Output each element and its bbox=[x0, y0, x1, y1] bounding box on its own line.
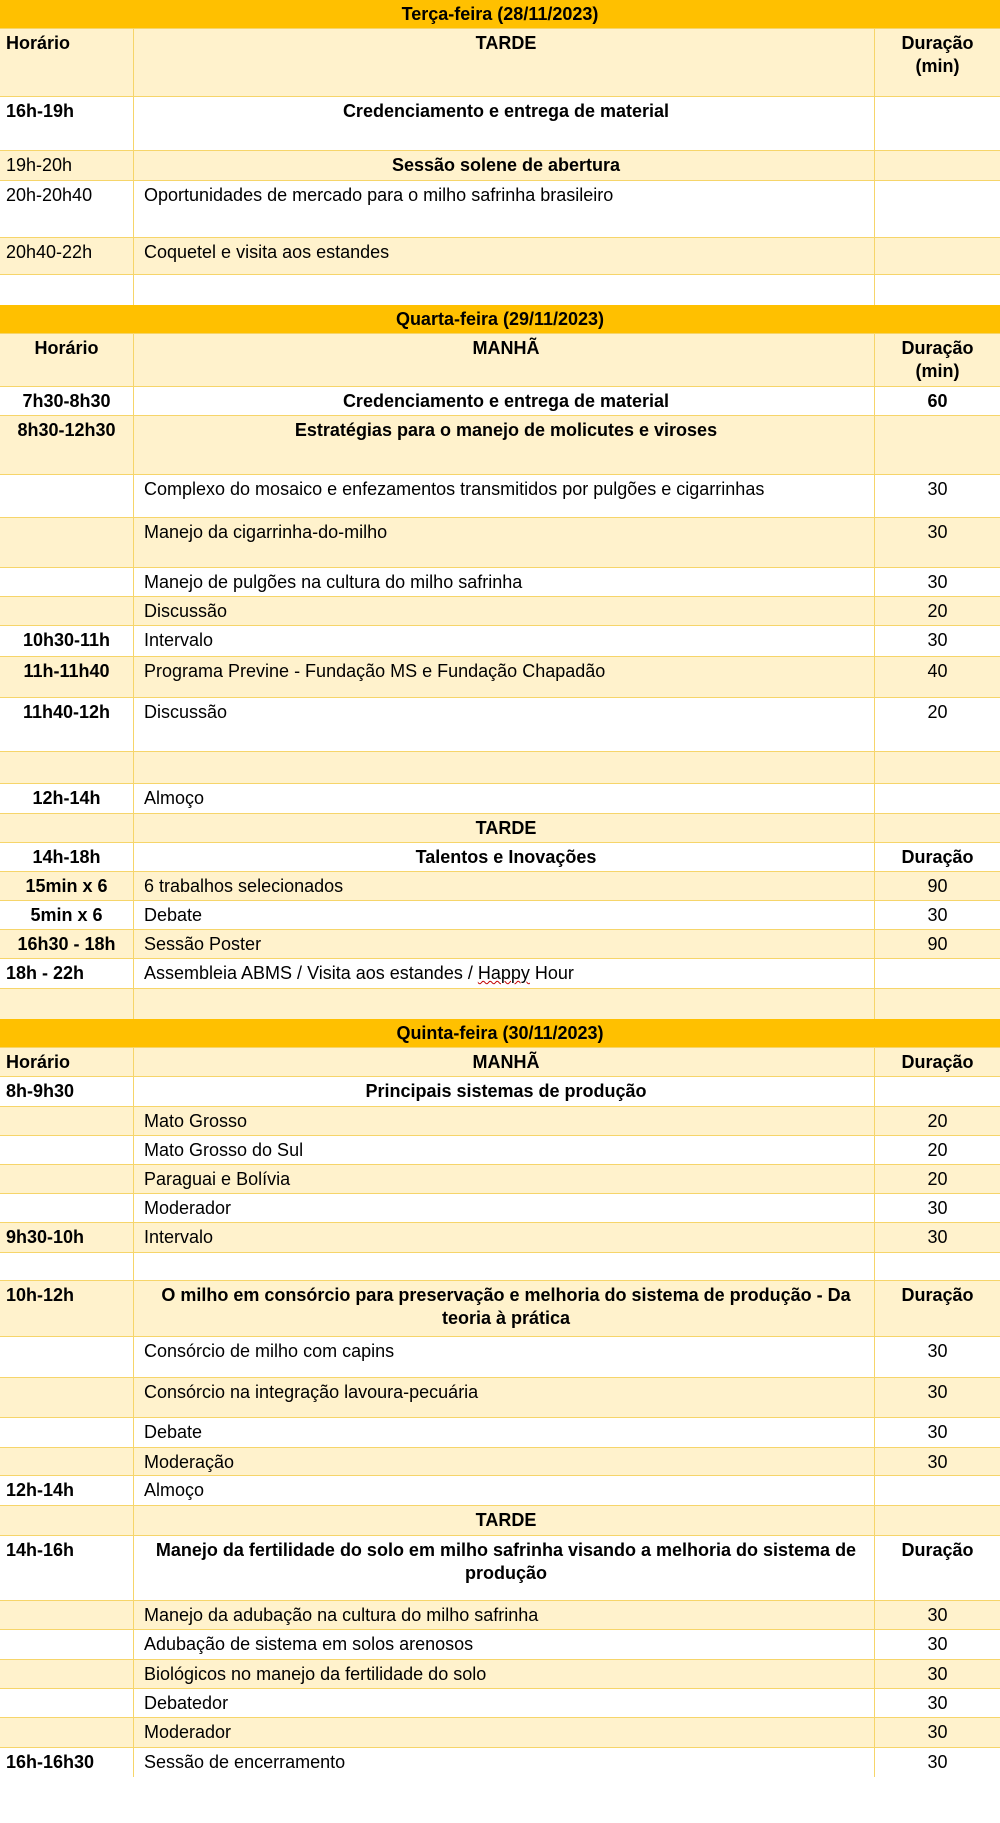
table-row bbox=[0, 596, 1000, 625]
activity-cell bbox=[134, 989, 875, 1019]
activity-cell: TARDE bbox=[134, 29, 875, 96]
activity-cell bbox=[134, 959, 875, 988]
activity-cell: MANHÃ bbox=[134, 334, 875, 386]
activity-cell: TARDE bbox=[134, 814, 875, 842]
table-row bbox=[0, 783, 1000, 813]
day-header bbox=[0, 1019, 1000, 1047]
table-row bbox=[0, 1629, 1000, 1659]
duration-cell: 20 bbox=[927, 1111, 948, 1131]
duration-cell: 20 bbox=[927, 1140, 948, 1160]
time-cell: 12h-14h bbox=[0, 784, 134, 813]
time-cell: 11h-11h40 bbox=[0, 657, 134, 697]
activity-cell: Moderador bbox=[134, 1718, 875, 1747]
table-row bbox=[0, 1377, 1000, 1417]
activity-cell: Discussão bbox=[134, 597, 875, 625]
duration-cell: 60 bbox=[927, 391, 948, 411]
table-row bbox=[0, 1747, 1000, 1777]
time-cell bbox=[0, 1718, 134, 1747]
duration-cell bbox=[875, 959, 1000, 988]
time-cell: Horário bbox=[0, 1048, 134, 1076]
table-row bbox=[0, 1106, 1000, 1135]
time-cell: 10h30-11h bbox=[0, 626, 134, 656]
duration-cell bbox=[875, 416, 1000, 474]
duration-cell: 30 bbox=[927, 1198, 948, 1218]
duration-cell: 30 bbox=[927, 1664, 948, 1684]
time-cell: Horário bbox=[0, 334, 134, 386]
activity-cell: Sessão Poster bbox=[134, 930, 875, 958]
time-cell bbox=[0, 1253, 134, 1280]
table-row bbox=[0, 150, 1000, 180]
duration-cell: Duração bbox=[901, 1285, 974, 1305]
time-cell: 20h-20h40 bbox=[0, 181, 134, 237]
activity-cell bbox=[134, 752, 875, 783]
table-row bbox=[0, 28, 1000, 96]
table-row bbox=[0, 1222, 1000, 1252]
activity-cell: Credenciamento e entrega de material bbox=[134, 97, 875, 150]
activity-cell: Estratégias para o manejo de molicutes e viroses bbox=[134, 416, 875, 474]
time-cell: 16h30 - 18h bbox=[0, 930, 134, 958]
time-cell bbox=[0, 1337, 134, 1377]
activity-cell: Oportunidades de mercado para o milho safrinha brasileiro bbox=[134, 181, 875, 237]
duration-cell: 40 bbox=[927, 661, 948, 681]
table-row bbox=[0, 415, 1000, 474]
duration-cell: 20 bbox=[927, 702, 948, 722]
table-row bbox=[0, 1252, 1000, 1280]
activity-cell: Debate bbox=[134, 901, 875, 929]
duration-cell: 30 bbox=[927, 1227, 948, 1247]
duration-cell: 20 bbox=[927, 1169, 948, 1189]
table-row bbox=[0, 1193, 1000, 1222]
activity-cell: Almoço bbox=[134, 784, 875, 813]
duration-cell: 20 bbox=[927, 601, 948, 621]
table-row bbox=[0, 625, 1000, 656]
duration-cell: Duração bbox=[901, 1052, 974, 1072]
time-cell: 15min x 6 bbox=[0, 872, 134, 900]
table-row bbox=[0, 1336, 1000, 1377]
time-cell bbox=[0, 1136, 134, 1164]
time-cell bbox=[0, 1506, 134, 1535]
duration-cell: 30 bbox=[927, 572, 948, 592]
duration-cell: 30 bbox=[927, 1693, 948, 1713]
duration-cell bbox=[875, 989, 1000, 1019]
table-row bbox=[0, 958, 1000, 988]
table-row bbox=[0, 180, 1000, 237]
time-cell bbox=[0, 518, 134, 567]
table-row bbox=[0, 517, 1000, 567]
duration-cell bbox=[875, 1077, 1000, 1106]
activity-cell: Mato Grosso do Sul bbox=[134, 1136, 875, 1164]
time-cell bbox=[0, 1107, 134, 1135]
time-cell: Horário bbox=[0, 29, 134, 96]
activity-cell: Credenciamento e entrega de material bbox=[134, 387, 875, 415]
activity-cell: Principais sistemas de produção bbox=[134, 1077, 875, 1106]
activity-cell: Biológicos no manejo da fertilidade do solo bbox=[134, 1660, 875, 1688]
duration-cell: 30 bbox=[927, 1452, 948, 1472]
duration-cell: 30 bbox=[927, 1752, 948, 1772]
table-row bbox=[0, 274, 1000, 305]
time-cell bbox=[0, 1689, 134, 1717]
table-row bbox=[0, 1505, 1000, 1535]
table-row bbox=[0, 1417, 1000, 1447]
duration-cell bbox=[875, 181, 1000, 237]
duration-cell: Duração bbox=[901, 1540, 974, 1560]
activity-cell: Moderador bbox=[134, 1194, 875, 1222]
time-cell: 8h-9h30 bbox=[0, 1077, 134, 1106]
duration-cell: 30 bbox=[927, 1341, 948, 1361]
day-title: Quinta-feira (30/11/2023) bbox=[396, 1023, 604, 1043]
time-cell bbox=[0, 752, 134, 783]
time-cell: 14h-16h bbox=[0, 1536, 134, 1600]
time-cell: 8h30-12h30 bbox=[0, 416, 134, 474]
time-cell bbox=[0, 1418, 134, 1447]
time-cell bbox=[0, 568, 134, 596]
table-row bbox=[0, 96, 1000, 150]
activity-cell: Consórcio de milho com capins bbox=[134, 1337, 875, 1377]
time-cell: 11h40-12h bbox=[0, 698, 134, 751]
time-cell: 16h-16h30 bbox=[0, 1748, 134, 1777]
activity-cell: Consórcio na integração lavoura-pecuária bbox=[134, 1378, 875, 1417]
duration-cell bbox=[875, 1253, 1000, 1280]
time-cell bbox=[0, 275, 134, 305]
time-cell bbox=[0, 989, 134, 1019]
activity-text: Assembleia ABMS / Visita aos estandes / bbox=[144, 963, 478, 983]
spellcheck-word: Happy bbox=[477, 963, 530, 983]
activity-cell: Debate bbox=[134, 1418, 875, 1447]
time-cell bbox=[0, 1165, 134, 1193]
activity-cell: Manejo de pulgões na cultura do milho safrinha bbox=[134, 568, 875, 596]
activity-cell: Moderação bbox=[134, 1448, 875, 1475]
activity-cell: O milho em consórcio para preservação e melhoria do sistema de produção - Da teoria à prática bbox=[134, 1281, 875, 1336]
activity-cell: Discussão bbox=[134, 698, 875, 751]
time-cell bbox=[0, 1448, 134, 1475]
duration-cell bbox=[875, 784, 1000, 813]
time-cell bbox=[0, 1601, 134, 1629]
duration-cell: 30 bbox=[927, 479, 948, 499]
time-cell: 20h40-22h bbox=[0, 238, 134, 274]
table-row bbox=[0, 567, 1000, 596]
table-row bbox=[0, 1047, 1000, 1076]
table-row bbox=[0, 1076, 1000, 1106]
table-row bbox=[0, 237, 1000, 274]
duration-cell: Duração bbox=[901, 847, 974, 867]
table-row bbox=[0, 697, 1000, 751]
activity-cell: Programa Previne - Fundação MS e Fundação Chapadão bbox=[134, 657, 875, 697]
time-cell: 9h30-10h bbox=[0, 1223, 134, 1252]
table-row bbox=[0, 474, 1000, 517]
activity-cell: Sessão solene de abertura bbox=[134, 151, 875, 180]
time-cell bbox=[0, 814, 134, 842]
time-cell bbox=[0, 1378, 134, 1417]
duration-cell: 30 bbox=[927, 1382, 948, 1402]
table-row bbox=[0, 751, 1000, 783]
activity-cell: Talentos e Inovações bbox=[134, 843, 875, 871]
activity-cell bbox=[134, 275, 875, 305]
activity-cell: Manejo da adubação na cultura do milho safrinha bbox=[134, 1601, 875, 1629]
table-row bbox=[0, 656, 1000, 697]
table-row bbox=[0, 1535, 1000, 1600]
table-row bbox=[0, 386, 1000, 415]
day-header-tuesday bbox=[0, 0, 1000, 28]
time-cell: 5min x 6 bbox=[0, 901, 134, 929]
time-cell bbox=[0, 1194, 134, 1222]
duration-cell bbox=[875, 1476, 1000, 1505]
time-cell: 16h-19h bbox=[0, 97, 134, 150]
duration-cell: Duração (min) bbox=[901, 33, 974, 76]
activity-cell: 6 trabalhos selecionados bbox=[134, 872, 875, 900]
duration-cell: 30 bbox=[927, 1634, 948, 1654]
time-cell bbox=[0, 597, 134, 625]
duration-cell: 90 bbox=[927, 876, 948, 896]
activity-cell: Debatedor bbox=[134, 1689, 875, 1717]
table-row bbox=[0, 1688, 1000, 1717]
activity-cell: Intervalo bbox=[134, 1223, 875, 1252]
duration-cell bbox=[875, 151, 1000, 180]
activity-cell: Manejo da fertilidade do solo em milho safrinha visando a melhoria do sistema de produção bbox=[134, 1536, 875, 1600]
duration-cell: 30 bbox=[927, 630, 948, 650]
table-row bbox=[0, 1280, 1000, 1336]
duration-cell: 30 bbox=[927, 1422, 948, 1442]
time-cell: 12h-14h bbox=[0, 1476, 134, 1505]
duration-cell: Duração (min) bbox=[901, 338, 974, 381]
day-title: Quarta-feira (29/11/2023) bbox=[395, 309, 605, 329]
duration-cell: 30 bbox=[927, 522, 948, 542]
table-row bbox=[0, 1600, 1000, 1629]
time-cell: 14h-18h bbox=[0, 843, 134, 871]
table-row bbox=[0, 871, 1000, 900]
duration-cell: 30 bbox=[927, 1722, 948, 1742]
table-row bbox=[0, 1447, 1000, 1475]
time-cell bbox=[0, 1630, 134, 1659]
duration-cell: 30 bbox=[927, 1605, 948, 1625]
activity-cell: Mato Grosso bbox=[134, 1107, 875, 1135]
activity-cell: Almoço bbox=[134, 1476, 875, 1505]
table-row bbox=[0, 1164, 1000, 1193]
table-row bbox=[0, 1135, 1000, 1164]
duration-cell bbox=[875, 97, 1000, 150]
activity-text-tail: Hour bbox=[529, 963, 574, 983]
duration-cell: 30 bbox=[927, 905, 948, 925]
duration-cell bbox=[875, 814, 1000, 842]
time-cell bbox=[0, 475, 134, 517]
duration-cell bbox=[875, 238, 1000, 274]
table-row bbox=[0, 842, 1000, 871]
table-row bbox=[0, 1475, 1000, 1505]
duration-cell bbox=[875, 1506, 1000, 1535]
table-row bbox=[0, 900, 1000, 929]
activity-cell: Manejo da cigarrinha-do-milho bbox=[134, 518, 875, 567]
activity-cell: TARDE bbox=[134, 1506, 875, 1535]
activity-cell: Sessão de encerramento bbox=[134, 1748, 875, 1777]
table-row bbox=[0, 929, 1000, 958]
activity-cell: Intervalo bbox=[134, 626, 875, 656]
day-header bbox=[0, 305, 1000, 333]
time-cell: 7h30-8h30 bbox=[0, 387, 134, 415]
activity-cell: Coquetel e visita aos estandes bbox=[134, 238, 875, 274]
time-cell: 10h-12h bbox=[0, 1281, 134, 1336]
activity-cell: MANHÃ bbox=[134, 1048, 875, 1076]
table-row bbox=[0, 1659, 1000, 1688]
activity-cell: Adubação de sistema em solos arenosos bbox=[134, 1630, 875, 1659]
day-title: Terça-feira (28/11/2023) bbox=[401, 4, 599, 24]
duration-cell bbox=[875, 752, 1000, 783]
time-cell bbox=[0, 1660, 134, 1688]
duration-cell bbox=[875, 275, 1000, 305]
activity-cell: Complexo do mosaico e enfezamentos transmitidos por pulgões e cigarrinhas bbox=[134, 475, 875, 517]
table-row bbox=[0, 813, 1000, 842]
duration-cell: 90 bbox=[927, 934, 948, 954]
table-row bbox=[0, 333, 1000, 386]
activity-cell: Paraguai e Bolívia bbox=[134, 1165, 875, 1193]
table-row bbox=[0, 1717, 1000, 1747]
time-cell: 19h-20h bbox=[0, 151, 134, 180]
time-cell: 18h - 22h bbox=[0, 959, 134, 988]
table-row bbox=[0, 988, 1000, 1019]
activity-cell bbox=[134, 1253, 875, 1280]
